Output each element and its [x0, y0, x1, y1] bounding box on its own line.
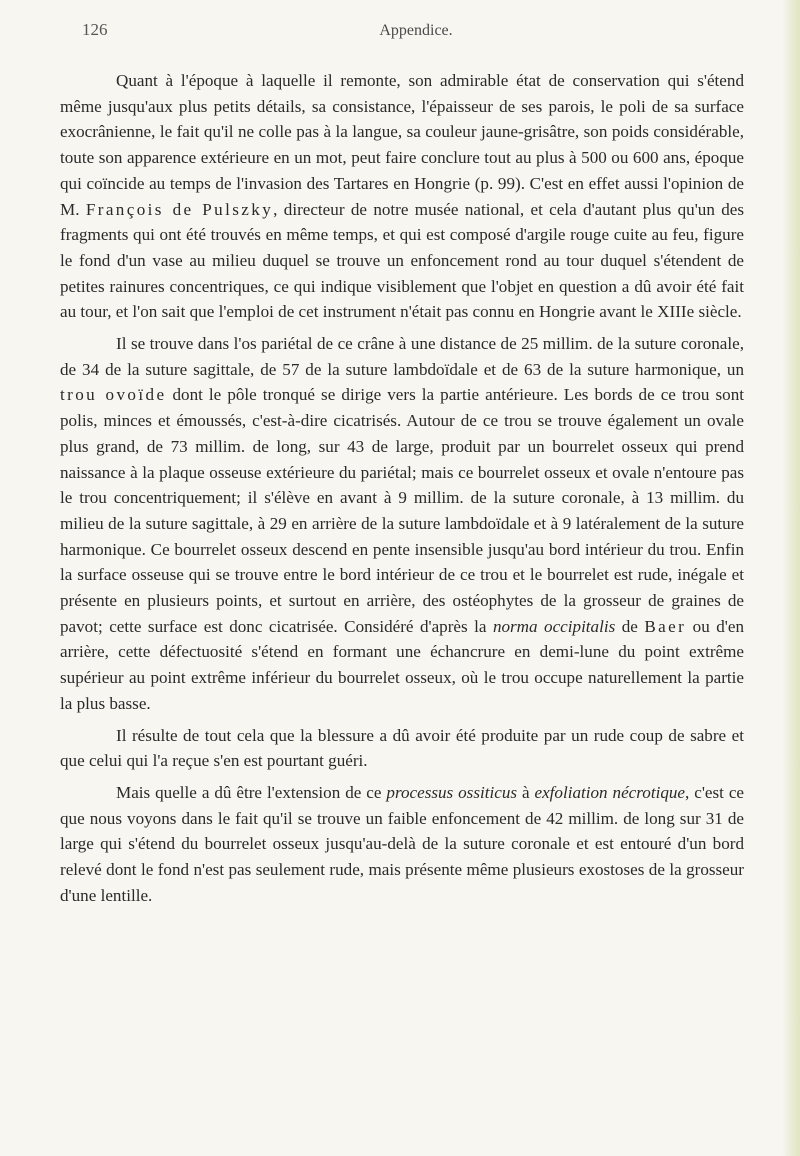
text-run: Mais quelle a dû être l'extension de ce — [116, 782, 387, 802]
page-edge-shadow — [782, 0, 800, 1156]
text-run: ou d'en arrière, cette défectuosité s'étend en formant une échancrure en demi-lune du point extrême supérieur au point extrême inférieur du bourrelet osseux, où le trou occupe naturellement la partie la plus basse. — [60, 616, 744, 713]
page-number: 126 — [82, 20, 108, 39]
text-run: , c'est ce que nous voyons dans le fait qu'il se trouve un faible enfoncement de 42 millim. de long sur 31 de large qui s'étend du bourrelet osseux jusqu'au-delà de la suture coronale et est entouré d'un bord relevé dont le fond n'est pas seulement rude, mais présente même plusieurs exostoses de la grosseur d'une lentille. — [60, 782, 744, 905]
paragraph-3 — [60, 723, 744, 774]
text-run: , directeur de notre musée national, et cela d'autant plus qu'un des fragments qui ont été trouvés en même temps, et qui est composé d'argile rouge cuite au feu, figure le fond d'un vase au milieu duquel se trouve un enfoncement rond au tour duquel s'étendent de petites rainures concentriques, ce qui indique visiblement que l'objet en question a dû avoir été fait au tour, et l'on sait que l'emploi de cet instrument n'était pas connu en Hongrie avant le XIIIe siècle. — [60, 199, 745, 322]
running-head: Appendice. — [379, 22, 453, 39]
paragraph-1 — [60, 68, 744, 325]
italic-term-norma-occipitalis: norma occipitalis — [492, 616, 616, 636]
italic-term-exfoliation-necrotique: exfoliation nécrotique — [534, 782, 686, 802]
text-run: de — [615, 616, 645, 636]
spaced-term-trou-ovoide: trou ovoïde — [60, 385, 167, 405]
paragraph-4 — [60, 780, 744, 909]
text-run: à — [517, 782, 535, 802]
italic-term-processus-ossiticus: processus ossiticus — [386, 782, 518, 802]
text-run: Quant à l'époque à laquelle il remonte, son admirable état de conservation qui s'étend même jusqu'aux plus petits détails, sa consistance, l'épaisseur de ses parois, le poli de sa surface exocrânienne, le fait qu'il ne colle pas à la langue, sa couleur jaune-grisâtre, son poids considérable, toute son apparence extérieure en un mot, peut faire conclure tout au plus à 500 ou 600 ans, époque qui coïncide au temps de l'invasion des Tartares en Hongrie (p. 99). C'est en effet aussi l'opinion de M. — [60, 71, 744, 219]
page-header — [82, 20, 750, 46]
spaced-name-baer: Baer — [644, 616, 687, 636]
spaced-name-pulszky: François de Pulszky — [85, 199, 274, 219]
text-run: Il résulte de tout cela que la blessure a dû avoir été produite par un rude coup de sabre et que celui qui l'a reçue s'en est pourtant guéri. — [60, 725, 744, 771]
paragraph-2 — [60, 331, 744, 717]
text-run: Il se trouve dans l'os pariétal de ce crâne à une distance de 25 millim. de la suture coronale, de 34 de la suture sagittale, de 57 de la suture lambdoïdale et de 63 de la suture harmonique, un — [60, 334, 744, 379]
body-text — [60, 68, 744, 909]
text-run: dont le pôle tronqué se dirige vers la partie antérieure. Les bords de ce trou sont polis, minces et émoussés, c'est-à-dire cicatrisés. Autour de ce trou se trouve également un ovale plus grand, de 73 millim. de long, sur 43 de large, produit par un bourrelet osseux qui prend naissance à la plaque osseuse extérieure du pariétal; mais ce bourrelet osseux et ovale n'entoure pas le trou concentriquement; il s'élève en avant à 9 millim. de la suture coronale, à 13 millim. du milieu de la suture sagittale, à 29 en arrière de la suture lambdoïdale et à 9 latéralement de la suture harmonique. Ce bourrelet osseux descend en pente insensible jusqu'au bord intérieur du trou. Enfin la surface osseuse qui se trouve entre le bord intérieur de ce trou et le bourrelet est rude, inégale et présente en plusieurs points, et surtout en arrière, des ostéophytes de la grosseur de graines de pavot; cette surface est donc cicatrisée. Considéré d'après la — [60, 385, 745, 636]
